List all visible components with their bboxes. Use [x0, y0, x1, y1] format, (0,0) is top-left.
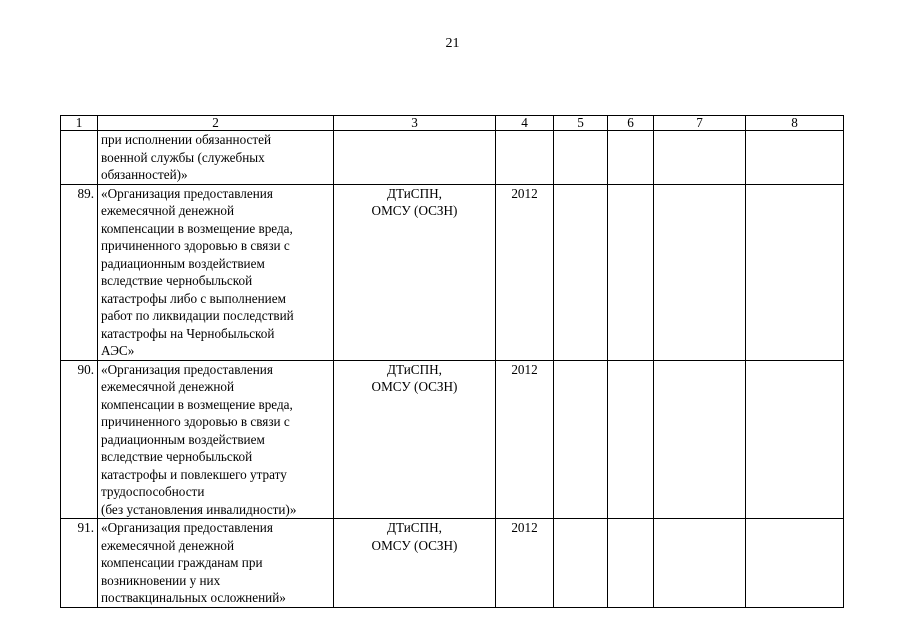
col-7-cell — [654, 360, 746, 519]
header-cell: 7 — [654, 116, 746, 131]
year: 2012 — [496, 519, 554, 608]
service-name: «Организация предоставления ежемесячной денежной компенсации гражданам при возникновении у них поствакцинальных осложнений» — [98, 519, 334, 608]
year — [496, 131, 554, 185]
measures-table — [60, 115, 844, 608]
col-8-cell — [746, 184, 844, 360]
executor: ДТиСПН, ОМСУ (ОСЗН) — [334, 360, 496, 519]
col-6-cell — [608, 360, 654, 519]
year: 2012 — [496, 184, 554, 360]
table-row — [61, 360, 844, 519]
col-7-cell — [654, 519, 746, 608]
header-cell: 5 — [554, 116, 608, 131]
year: 2012 — [496, 360, 554, 519]
col-6-cell — [608, 519, 654, 608]
col-8-cell — [746, 131, 844, 185]
header-cell: 4 — [496, 116, 554, 131]
col-5-cell — [554, 519, 608, 608]
row-number: 90. — [61, 360, 98, 519]
col-5-cell — [554, 131, 608, 185]
header-cell: 3 — [334, 116, 496, 131]
row-number: 89. — [61, 184, 98, 360]
header-cell: 2 — [98, 116, 334, 131]
col-8-cell — [746, 519, 844, 608]
col-5-cell — [554, 184, 608, 360]
service-name: «Организация предоставления ежемесячной денежной компенсации в возмещение вреда, причиненного здоровью в связи с радиационным воздействием вследствие чернобыльской катастрофы и повлекшего утрату трудоспособности (без установления инвалидности)» — [98, 360, 334, 519]
header-cell: 6 — [608, 116, 654, 131]
executor: ДТиСПН, ОМСУ (ОСЗН) — [334, 519, 496, 608]
table-row — [61, 131, 844, 185]
col-7-cell — [654, 184, 746, 360]
row-number: 91. — [61, 519, 98, 608]
row-number — [61, 131, 98, 185]
executor: ДТиСПН, ОМСУ (ОСЗН) — [334, 184, 496, 360]
col-6-cell — [608, 184, 654, 360]
table-row — [61, 184, 844, 360]
col-7-cell — [654, 131, 746, 185]
service-name: «Организация предоставления ежемесячной денежной компенсации в возмещение вреда, причиненного здоровью в связи с радиационным воздействием вследствие чернобыльской катастрофы либо с выполнением работ по ликвидации последствий катастрофы на Чернобыльской АЭС» — [98, 184, 334, 360]
table-header-row — [61, 116, 844, 131]
executor — [334, 131, 496, 185]
table-row — [61, 519, 844, 608]
header-cell: 1 — [61, 116, 98, 131]
col-5-cell — [554, 360, 608, 519]
col-8-cell — [746, 360, 844, 519]
col-6-cell — [608, 131, 654, 185]
page-number: 21 — [445, 36, 460, 51]
header-cell: 8 — [746, 116, 844, 131]
service-name: при исполнении обязанностей военной службы (служебных обязанностей)» — [98, 131, 334, 185]
